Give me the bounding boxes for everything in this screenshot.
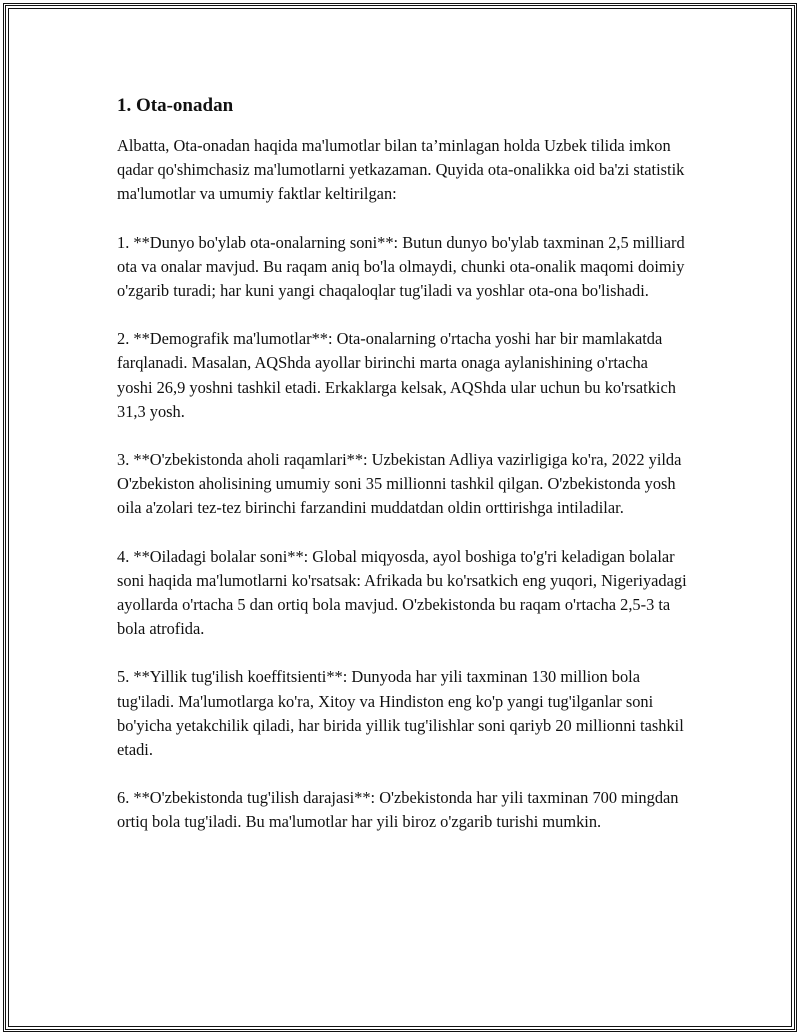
fact-paragraph-6: 6. **O'zbekistonda tug'ilish darajasi**: O'zbekistonda har yili taxminan 700 mingdan ortiq bola tug'iladi. Bu ma'lumotlar har yili biroz o'zgarib turishi mumkin.	[117, 788, 679, 832]
fact-paragraph-4: 4. **Oiladagi bolalar soni**: Global miqyosda, ayol boshiga to'g'ri keladigan bolalar soni haqida ma'lumotlarni ko'rsatsak: Afrikada bu ko'rsatkich eng yuqori, Nigeriyadagi ayollarda o'rtacha 5 dan ortiq bola mavjud. O'zbekistonda bu raqam o'rtacha 2,5-3 ta bola atrofida.	[117, 546, 687, 639]
fact-paragraph-2: 2. **Demografik ma'lumotlar**: Ota-onalarning o'rtacha yoshi har bir mamlakatda farqlanadi. Masalan, AQShda ayollar birinchi marta onaga aylanishining o'rtacha yoshi 26,9 yoshni tashkil etadi. Erkaklarga kelsak, AQShda ular uchun bu ko'rsatkich 31,3 yosh.	[117, 329, 676, 421]
fact-paragraph-5: 5. **Yillik tug'ilish koeffitsienti**: Dunyoda har yili taxminan 130 million bola tug'iladi. Ma'lumotlarga ko'ra, Xitoy va Hindiston eng ko'p yangi tug'ilganlar soni bo'yicha yetakchilik qiladi, har birida yillik tug'ilishlar soni qariyb 20 millionni tashkil etadi.	[117, 667, 684, 760]
intro-paragraph: Albatta, Ota-onadan haqida ma'lumotlar bilan ta’minlagan holda Uzbek tilida imkon qadar qo'shimchasiz ma'lumotlarni yetkazaman. Quyida ota-onalikka oid ba'zi statistik ma'lumotlar va umumiy faktlar keltirilgan:	[117, 136, 685, 204]
fact-paragraph-1: 1. **Dunyo bo'ylab ota-onalarning soni**: Butun dunyo bo'ylab taxminan 2,5 milliard ota va onalar mavjud. Bu raqam aniq bo'la olmaydi, chunki ota-onalik maqomi doimiy o'zgarib turadi; har kuni yangi chaqaloqlar tug'iladi va yoshlar ota-ona bo'lishadi.	[117, 232, 685, 301]
document-heading: 1. Ota-onadan	[117, 95, 234, 116]
fact-paragraph-3: 3. **O'zbekistonda aholi raqamlari**: Uzbekistan Adliya vazirligiga ko'ra, 2022 yilda O'zbekiston aholisining umumiy soni 35 millionni tashkil qilgan. O'zbekistonda yosh oila a'zolari tez-tez birinchi farzandini muddatdan oldin orttirishga intiladilar.	[117, 450, 682, 518]
document-body	[117, 88, 687, 859]
